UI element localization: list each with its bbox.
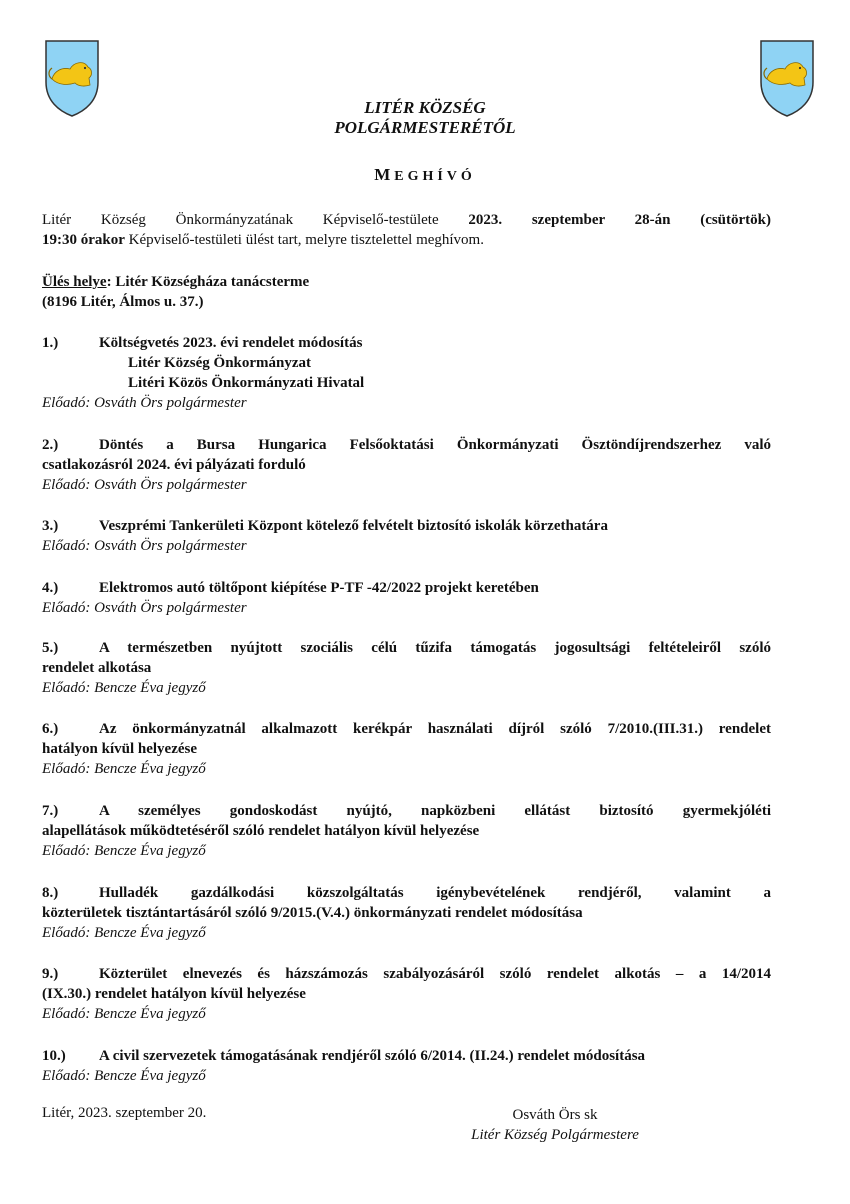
agenda-item-2: 2.) Döntés a Bursa Hungarica Felsőoktatási Önkormányzati Ösztöndíjrendszerhez való csatlakozásról 2024. évi pályázati forduló Előadó: Osváth Örs polgármester bbox=[42, 437, 771, 493]
place-and-date: Litér, 2023. szeptember 20. bbox=[42, 1105, 207, 1121]
signatory-title: Litér Község Polgármestere bbox=[471, 1127, 639, 1143]
venue: Ülés helye: Litér Községháza tanácsterme (8196 Litér, Álmos u. 37.) bbox=[42, 274, 310, 310]
agenda-item-3: 3.) Veszprémi Tankerületi Központ kötelező felvételt biztosító iskolák körzethatára Előadó: Osváth Örs polgármester bbox=[42, 518, 608, 554]
agenda-item-8: 8.) Hulladék gazdálkodási közszolgáltatás igénybevételének rendjéről, valamint a közterületek tisztántartásáról szóló 9/2015.(V.4.) önkormányzati rendelet módosítása Előadó: Bencze Éva jegyző bbox=[42, 885, 771, 941]
agenda-item-6: 6.) Az önkormányzatnál alkalmazott kerékpár használati díjról szóló 7/2010.(III.31.) rendelet hatályon kívül helyezése Előadó: Bencze Éva jegyző bbox=[42, 721, 771, 777]
agenda-item-4: 4.) Elektromos autó töltőpont kiépítése P-TF -42/2022 projekt keretében Előadó: Osváth Örs polgármester bbox=[42, 580, 539, 616]
invitation-heading: MEGHÍVÓ bbox=[374, 165, 476, 184]
agenda-item-5: 5.) A természetben nyújtott szociális célú tűzifa támogatás jogosultsági feltételeiről szóló rendelet alkotása Előadó: Bencze Éva jegyző bbox=[42, 640, 771, 696]
header-line-1: LITÉR KÖZSÉG bbox=[364, 98, 486, 117]
agenda-item-1: 1.) Költségvetés 2023. évi rendelet módosítás Litér Község Önkormányzat Litéri Közös Önkormányzati Hivatal Előadó: Osváth Örs polgármester bbox=[42, 335, 365, 411]
agenda-item-10: 10.) A civil szervezetek támogatásának rendjéről szóló 6/2014. (II.24.) rendelet módosítása Előadó: Bencze Éva jegyző bbox=[42, 1048, 646, 1084]
agenda-item-9: 9.) Közterület elnevezés és házszámozás szabályozásáról szóló rendelet alkotás – a 14/2014 (IX.30.) rendelet hatályon kívül helyezése Előadó: Bencze Éva jegyző bbox=[42, 966, 771, 1022]
intro-paragraph: Litér Község Önkormányzatának Képviselő-testülete 2023. szeptember 28-án (csütörtök) 19:30 órakor Képviselő-testületi ülést tart, melyre tisztelettel meghívom. bbox=[42, 212, 772, 248]
header-line-2: POLGÁRMESTERÉTŐL bbox=[334, 118, 516, 137]
agenda-item-7: 7.) A személyes gondoskodást nyújtó, napközbeni ellátást biztosító gyermekjóléti alapellátások működtetéséről szóló rendelet hatályon kívül helyezése Előadó: Bencze Éva jegyző bbox=[42, 803, 771, 859]
signatory-name: Osváth Örs sk bbox=[512, 1107, 598, 1123]
signature-block bbox=[410, 1105, 700, 1145]
